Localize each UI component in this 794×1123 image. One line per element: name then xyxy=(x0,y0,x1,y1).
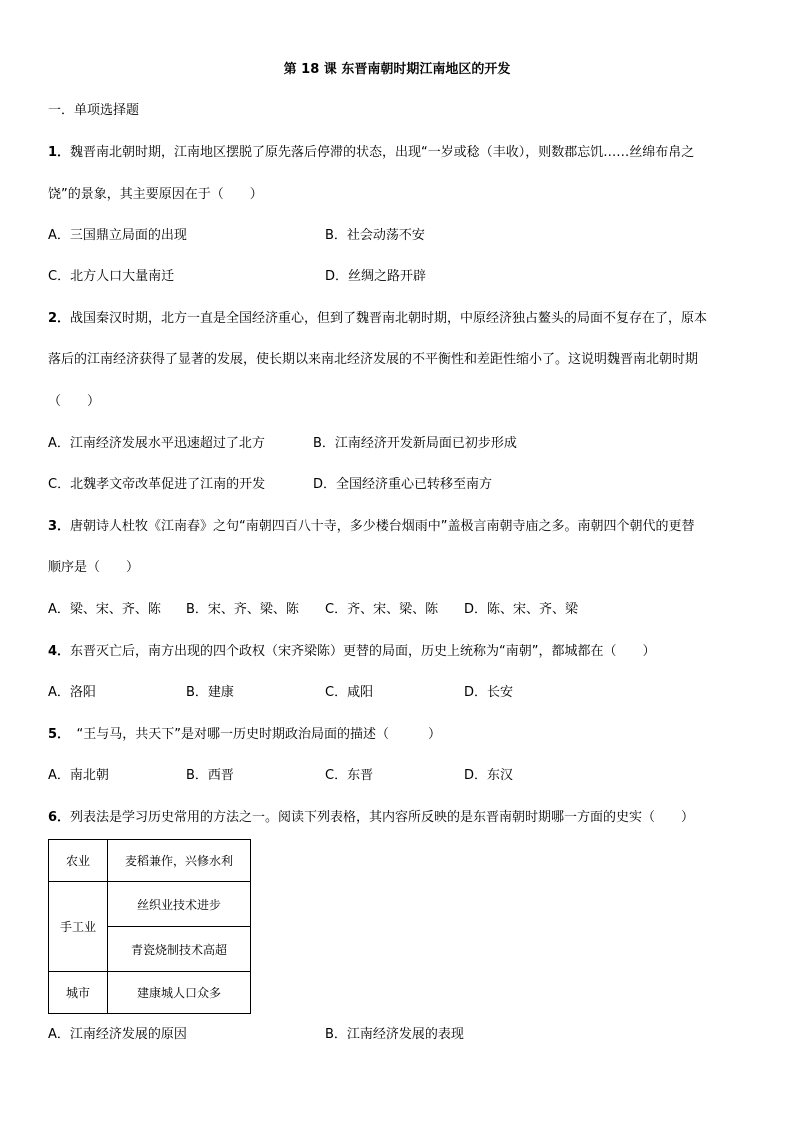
q1-option-c: C．北方人口大量南迁 xyxy=(48,269,175,284)
q2-stem-line3: （ ） xyxy=(48,394,101,409)
q5-option-d: D．东汉 xyxy=(464,768,514,783)
q3-stem-line2: 顺序是（ ） xyxy=(48,560,140,575)
table-row xyxy=(49,840,251,882)
table-row xyxy=(49,882,251,927)
table-cell-city-value: 建康城人口众多 xyxy=(108,972,251,1014)
q3-stem-line1 xyxy=(48,517,695,537)
q6-stem-line1 xyxy=(48,808,694,828)
q6-text-1: 列表法是学习历史常用的方法之一。阅读下列表格，其内容所反映的是东晋南朝时期哪一方面的史实（ ） xyxy=(70,810,695,825)
q4-option-a: A．洛阳 xyxy=(48,685,96,700)
q2-option-c: C．北魏孝文帝改革促进了江南的开发 xyxy=(48,477,266,492)
q2-number: 2． xyxy=(48,311,71,326)
q6-option-b: B．江南经济发展的表现 xyxy=(325,1027,464,1042)
table-cell-handicraft-label: 手工业 xyxy=(49,882,108,972)
q4-option-b: B．建康 xyxy=(186,685,234,700)
q5-option-a: A．南北朝 xyxy=(48,768,109,783)
q1-option-b: B．社会动荡不安 xyxy=(325,228,425,243)
q4-option-c: C．咸阳 xyxy=(325,685,374,700)
q1-option-a: A．三国鼎立局面的出现 xyxy=(48,228,187,243)
q6-number: 6． xyxy=(48,810,71,825)
q1-stem-line1 xyxy=(48,143,694,163)
q3-number: 3． xyxy=(48,519,71,534)
q5-text-1: “王与马，共天下”是对哪一历史时期政治局面的描述（ ） xyxy=(63,727,442,742)
q6-option-a: A．江南经济发展的原因 xyxy=(48,1027,187,1042)
q3-option-d: D．陈、宋、齐、梁 xyxy=(464,602,579,617)
q1-number: 1． xyxy=(48,145,71,160)
q3-option-a: A．梁、宋、齐、陈 xyxy=(48,602,161,617)
q5-option-c: C．东晋 xyxy=(325,768,374,783)
table-cell-agriculture-label: 农业 xyxy=(49,840,108,882)
q4-stem-line1 xyxy=(48,642,656,662)
q2-option-a: A．江南经济发展水平迅速超过了北方 xyxy=(48,436,265,451)
q4-option-d: D．长安 xyxy=(464,685,514,700)
table-cell-handicraft-value-2: 青瓷烧制技术高超 xyxy=(108,927,251,972)
lesson-title: 第 18 课 东晋南朝时期江南地区的开发 xyxy=(283,62,511,77)
q2-stem-line1 xyxy=(48,309,707,329)
q1-stem-line2: 饶”的景象，其主要原因在于（ ） xyxy=(48,187,263,202)
q3-option-b: B．宋、齐、梁、陈 xyxy=(186,602,299,617)
q2-option-b: B．江南经济开发新局面已初步形成 xyxy=(313,436,517,451)
table-cell-agriculture-value: 麦稻兼作，兴修水利 xyxy=(108,840,251,882)
q2-text-1: 战国秦汉时期，北方一直是全国经济重心，但到了魏晋南北朝时期，中原经济独占鳌头的局面不复存在了，原本 xyxy=(70,311,708,326)
section-heading: 一．单项选择题 xyxy=(48,103,140,118)
q1-option-d: D．丝绸之路开辟 xyxy=(325,269,427,284)
q4-number: 4． xyxy=(48,644,71,659)
q2-option-d: D．全国经济重心已转移至南方 xyxy=(313,477,493,492)
q5-number: 5． xyxy=(48,727,64,742)
q5-option-b: B．西晋 xyxy=(186,768,234,783)
q1-text-1: 魏晋南北朝时期，江南地区摆脱了原先落后停滞的状态，出现“一岁或稔（丰收），则数郡忘饥……丝绵布帛之 xyxy=(70,145,695,160)
table-cell-city-label: 城市 xyxy=(49,972,108,1014)
q3-option-c: C．齐、宋、梁、陈 xyxy=(325,602,439,617)
table-cell-handicraft-value-1: 丝织业技术进步 xyxy=(108,882,251,927)
q2-stem-line2: 落后的江南经济获得了显著的发展，使长期以来南北经济发展的不平衡性和差距性缩小了。这说明魏晋南北朝时期 xyxy=(48,352,699,367)
q4-text-1: 东晋灭亡后，南方出现的四个政权（宋齐梁陈）更替的局面，历史上统称为“南朝”，都城都在（ ） xyxy=(70,644,656,659)
q3-text-1: 唐朝诗人杜牧《江南春》之句“南朝四百八十寺，多少楼台烟雨中”盖极言南朝寺庙之多。南朝四个朝代的更替 xyxy=(70,519,695,534)
history-table xyxy=(48,839,251,1014)
table-row xyxy=(49,972,251,1014)
q5-stem-line1 xyxy=(48,725,441,745)
